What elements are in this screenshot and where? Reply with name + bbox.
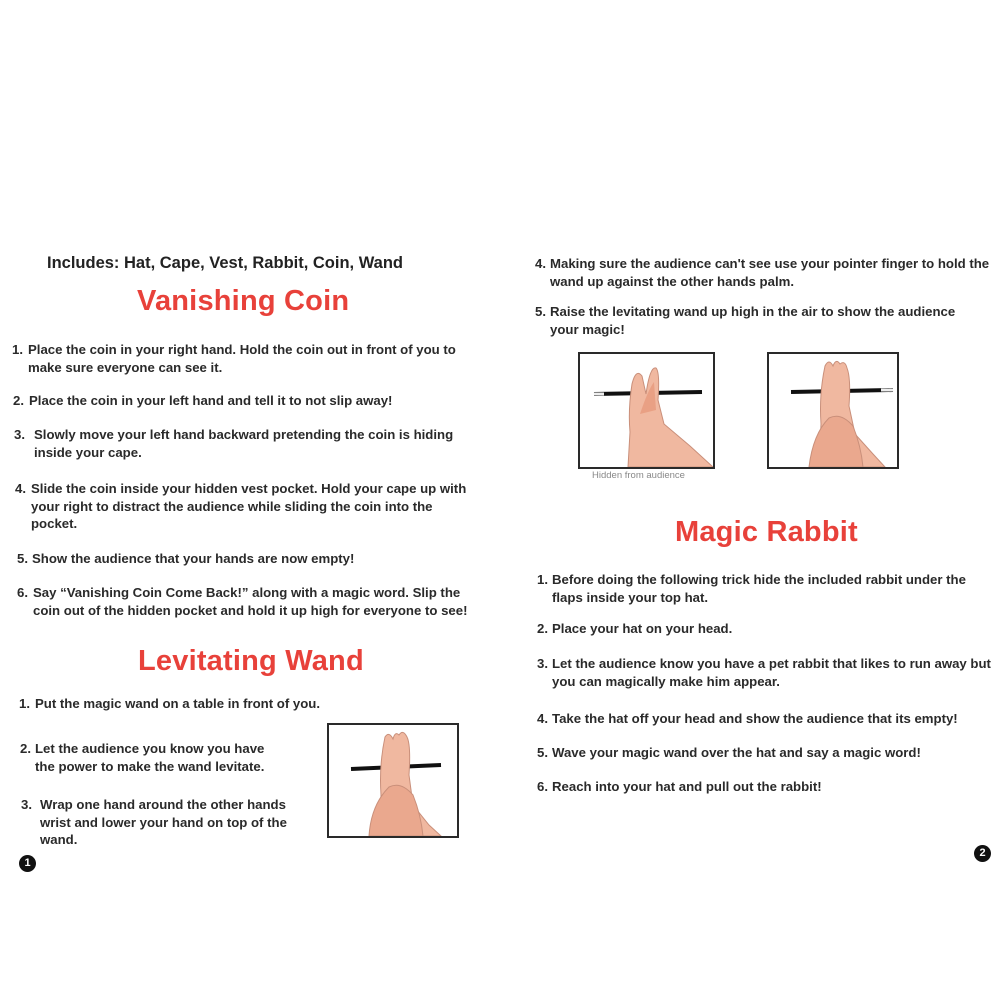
page-number-badge: 2 (974, 845, 991, 862)
list-item: 2. Place your hat on your head. (537, 621, 733, 636)
wand-hidden-view-photo (578, 352, 715, 469)
magic-rabbit-title: Magic Rabbit (675, 516, 858, 548)
list-item: 1. Place the coin in your right hand. Hold the coin out in front of you to make sure everyone can see it. (12, 342, 456, 375)
list-item: 1. Put the magic wand on a table in front of you. (19, 696, 321, 711)
list-item: 5. Wave your magic wand over the hat and say a magic word! (537, 745, 921, 760)
list-item: 6. Reach into your hat and pull out the rabbit! (537, 779, 822, 794)
list-item: 4. Slide the coin inside your hidden vest pocket. Hold your cape up with your right to distract the audience while sliding the coin into the pocket. (15, 481, 467, 531)
list-item: 4. Take the hat off your head and show the audience that its empty! (537, 711, 958, 726)
photo-caption: Hidden from audience (592, 470, 685, 481)
list-item: 5. Show the audience that your hands are now empty! (17, 551, 355, 566)
list-item: 3. Slowly move your left hand backward pretending the coin is hiding inside your cape. (14, 427, 454, 460)
includes-line: Includes: Hat, Cape, Vest, Rabbit, Coin, Wand (47, 254, 404, 272)
page-number-badge: 1 (19, 855, 36, 872)
list-item: 1. Before doing the following trick hide the included rabbit under the flaps inside your top hat. (537, 572, 966, 605)
list-item: 2. Place the coin in your left hand and tell it to not slip away! (13, 393, 393, 408)
list-item: 4. Making sure the audience can't see use your pointer finger to hold the wand up against the other hands palm. (535, 256, 990, 289)
wand-audience-view-photo (767, 352, 899, 469)
list-item: 2. Let the audience you know you have the power to make the wand levitate. (20, 741, 265, 774)
list-item: 5. Raise the levitating wand up high in the air to show the audience your magic! (535, 304, 956, 337)
wand-hands-photo (327, 723, 459, 838)
list-item: 3. Wrap one hand around the other hands wrist and lower your hand on top of the wand. (21, 797, 287, 847)
list-item: 6. Say “Vanishing Coin Come Back!” along with a magic word. Slip the coin out of the hidden pocket and hold it up high for everyone to see! (17, 585, 468, 618)
list-item: 3. Let the audience know you have a pet rabbit that likes to run away but you can magically make him appear. (537, 656, 991, 689)
levitating-wand-title: Levitating Wand (138, 645, 364, 677)
vanishing-coin-title: Vanishing Coin (137, 285, 350, 317)
